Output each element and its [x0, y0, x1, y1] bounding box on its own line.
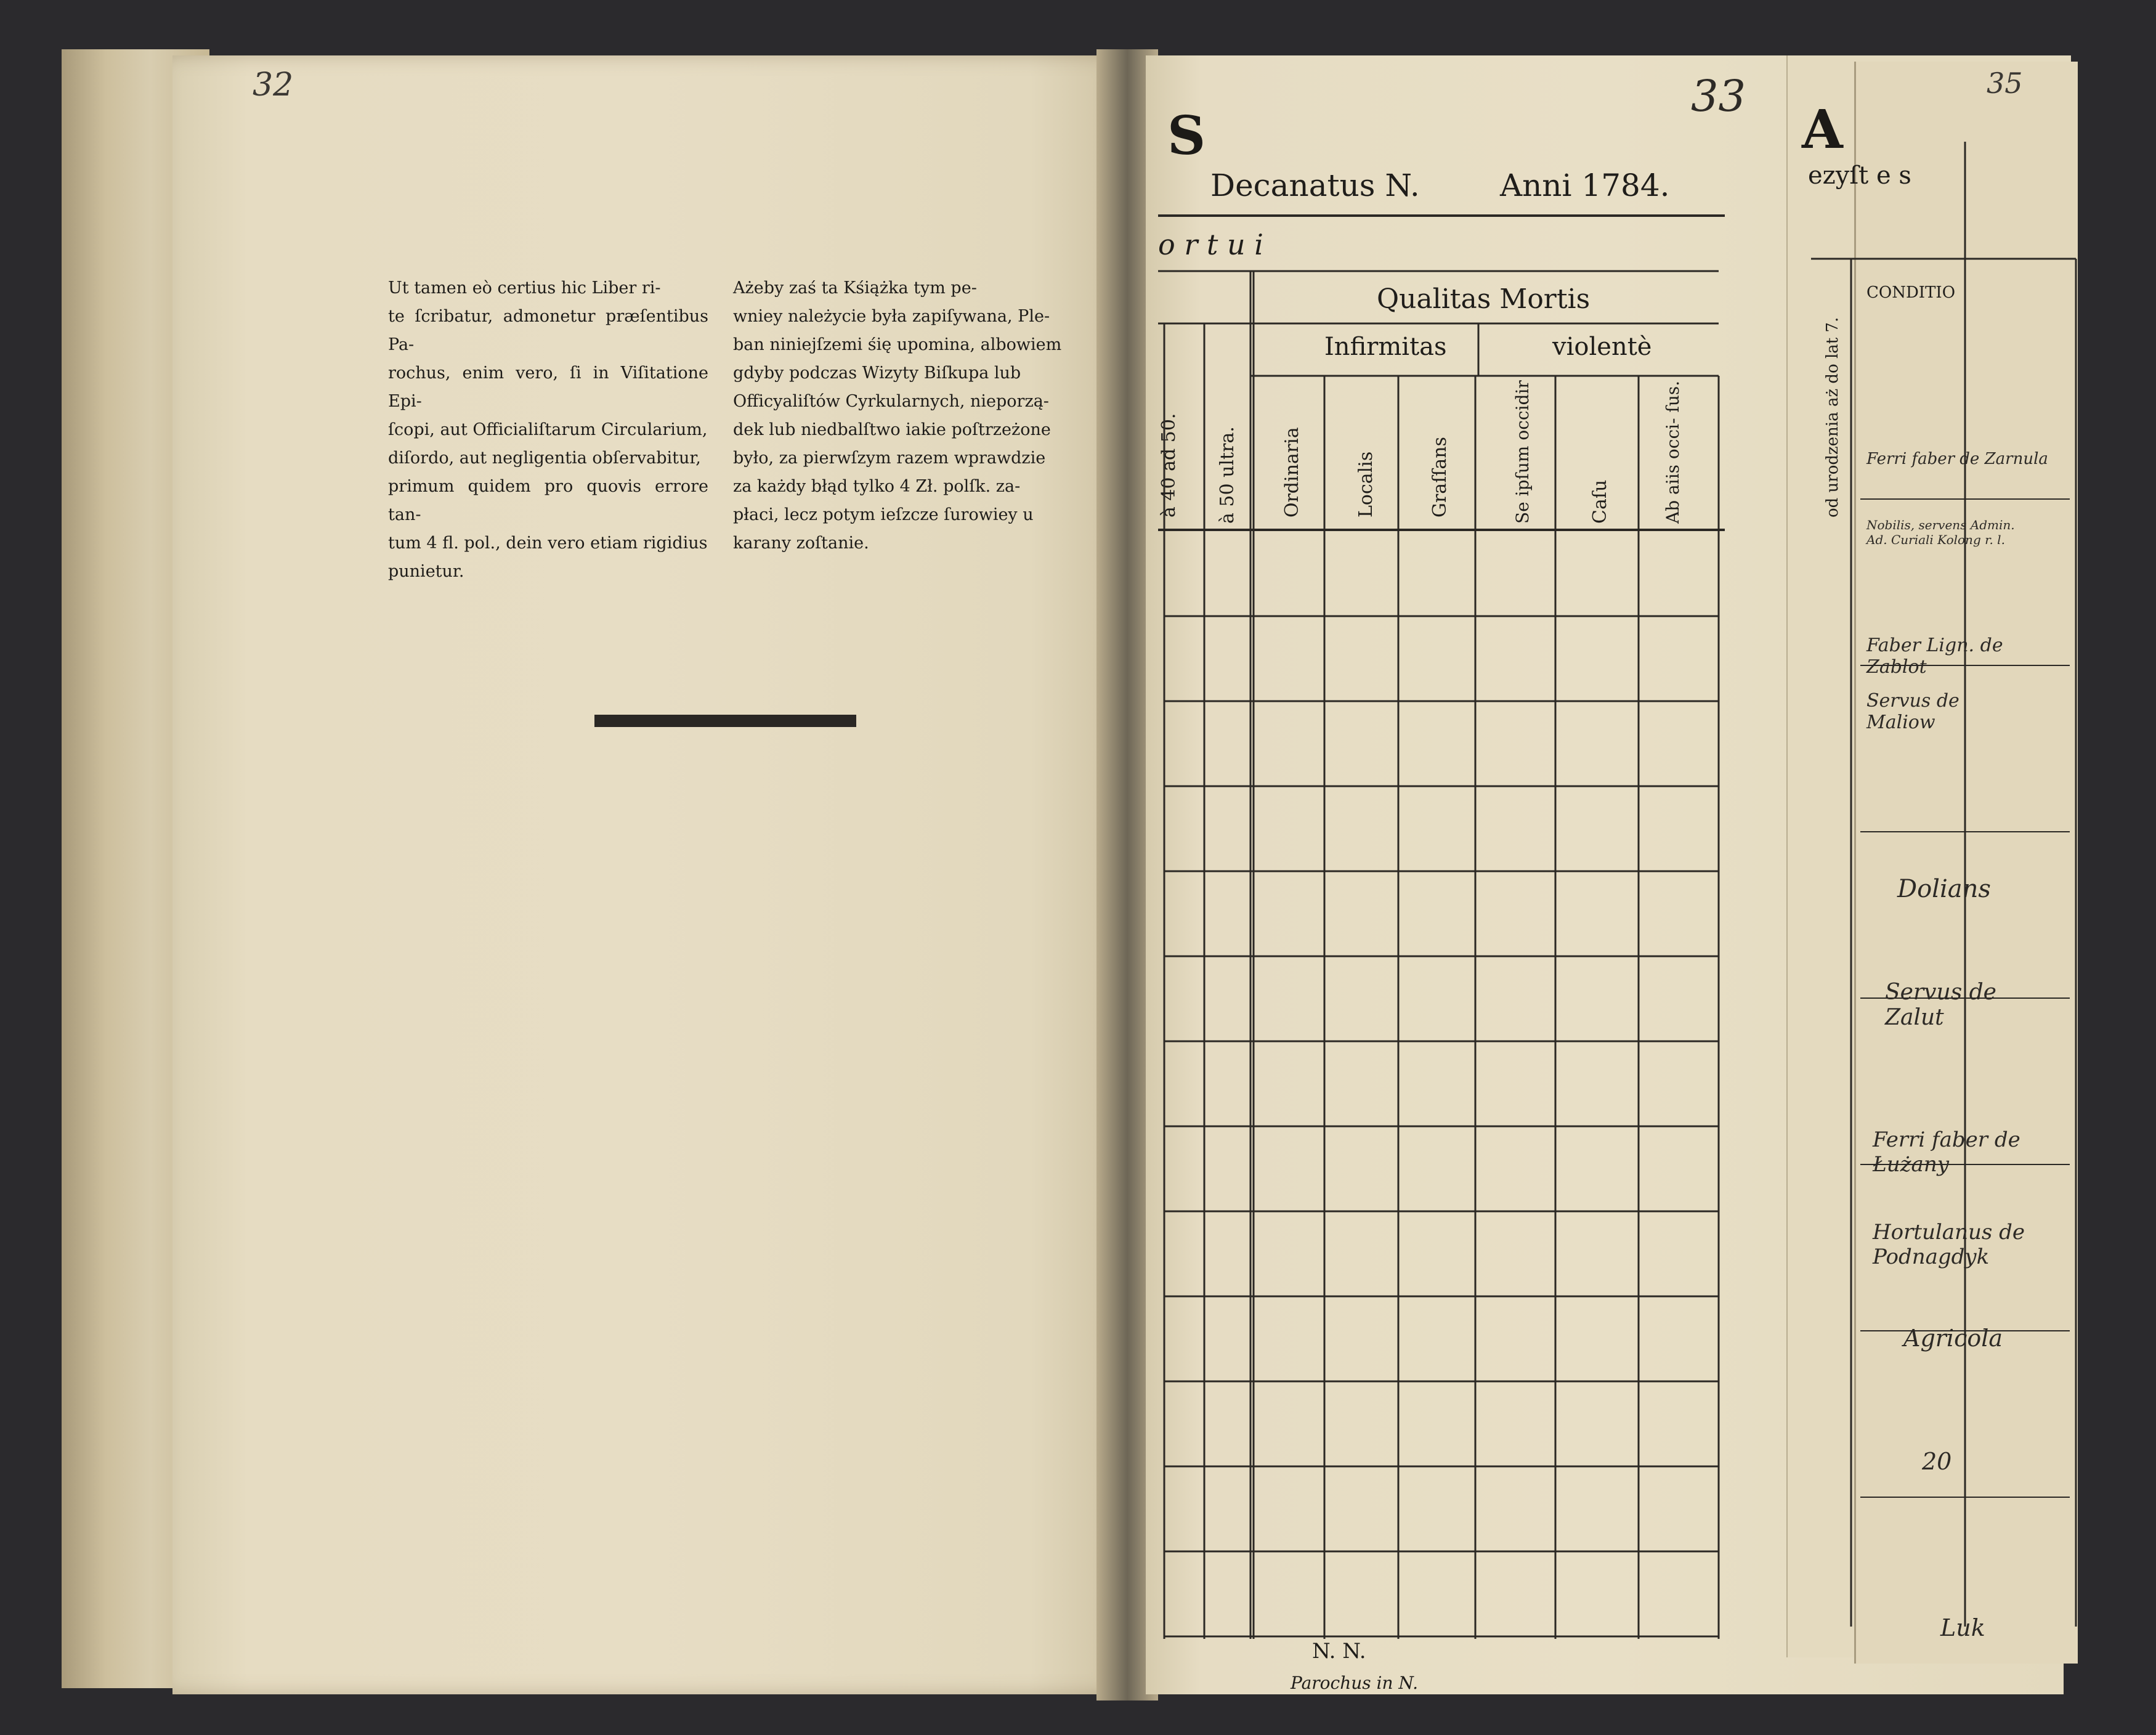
polish-line: gdyby podczas Wizyty Biſkupa lub — [733, 364, 1021, 383]
corner-page-number: 35 — [1987, 67, 2023, 100]
col-header-localis: Localis — [1355, 451, 1377, 518]
col-header-se-ipsum: Se ipſum occidir — [1512, 380, 1533, 524]
handwritten-entry: Dolians — [1897, 875, 1991, 903]
footer-parochus: Parochus in N. — [1291, 1673, 1419, 1693]
latin-line: primum quidem pro quovis errore tan- — [388, 477, 708, 524]
handwritten-entry: Servus de Zalut — [1885, 980, 1996, 1030]
left-page-number: 32 — [253, 67, 294, 104]
handwritten-entry: Faber Lign. de Zablot — [1866, 635, 2003, 678]
heading-letter-a: A — [1802, 99, 1843, 161]
col-header-ordinaria: Ordinaria — [1281, 427, 1303, 518]
handwritten-entry: Agricola — [1903, 1325, 2003, 1352]
polish-line: ban niniejſzemi śię upomina, albowiem — [733, 335, 1062, 354]
heading-letter-s: S — [1167, 105, 1206, 167]
ortui-heading: o r t u i — [1158, 228, 1263, 261]
conditio-heading: CONDITIO — [1866, 283, 1956, 302]
col-header-casu: Caſu — [1589, 479, 1611, 524]
polish-line: płaci, lecz potym ieſzcze ſurowiey u — [733, 505, 1034, 524]
latin-line: diſordo, aut negligentia obſervabitur, — [388, 449, 701, 468]
footer-nn: N. N. — [1312, 1639, 1366, 1664]
qualitas-mortis-heading: Qualitas Mortis — [1377, 283, 1591, 315]
latin-line: punietur. — [388, 562, 464, 581]
col-header-ab-aliis: Ab aiis occi- ſus. — [1663, 380, 1683, 524]
violente-heading: violentè — [1552, 333, 1652, 361]
polish-line: Officyaliſtów Cyrkularnych, nieporzą- — [733, 392, 1049, 411]
col-header-50-ultra: à 50 ultra. — [1217, 426, 1238, 524]
handwritten-entry: 20 — [1922, 1448, 1952, 1475]
handwritten-entry: Ferri faber de Zarnula — [1866, 450, 2048, 468]
polish-line: było, za pierwſzym razem wprawdzie — [733, 449, 1046, 468]
handwritten-entry: Nobilis, servens Admin. Ad. Curiali Kolong r. l. — [1866, 518, 2015, 547]
handwritten-entry: Servus de Maliow — [1866, 690, 1959, 733]
latin-line: Ut tamen eò certius hic Liber ri- — [388, 278, 661, 298]
polish-line: Ażeby zaś ta Kśiążka tym pe- — [733, 278, 977, 298]
handwritten-page-number: 33 — [1691, 71, 1746, 121]
latin-line: te ſcribatur, admonetur præſentibus Pa- — [388, 307, 708, 354]
polish-line: za każdy błąd tylko 4 Zł. polſk. za- — [733, 477, 1021, 496]
col-header-od-urodzenia: od urodzenia aż do lat 7. — [1823, 317, 1842, 518]
latin-line: tum 4 fl. pol., dein vero etiam rigidius — [388, 534, 708, 553]
polish-line: dek lub niedbalſtwo iakie poſtrzeżone — [733, 420, 1051, 439]
year-title: Anni 1784. — [1500, 168, 1670, 203]
polish-line: wniey należycie była zapiſywana, Ple- — [733, 307, 1050, 326]
col-header-grassans: Graſſans — [1429, 436, 1451, 518]
infirmitas-heading: Infirmitas — [1324, 333, 1447, 361]
handwritten-entry: Luk — [1940, 1614, 1985, 1641]
handwritten-entry: Ferri faber de Łużany — [1873, 1128, 2020, 1177]
latin-line: ſcopi, aut Officialiſtarum Circularium, — [388, 420, 708, 439]
col-header-40-50: à 40 ad 50. — [1158, 413, 1180, 518]
polish-line: karany zoſtanie. — [733, 534, 869, 553]
ezyst-heading: ezyſt e s — [1808, 161, 1911, 190]
handwritten-entry: Hortulanus de Podnagdyk — [1873, 1220, 2025, 1269]
decanatus-title: Decanatus N. — [1210, 168, 1420, 203]
latin-line: rochus, enim vero, ſi in Viſitatione Epi- — [388, 364, 708, 411]
